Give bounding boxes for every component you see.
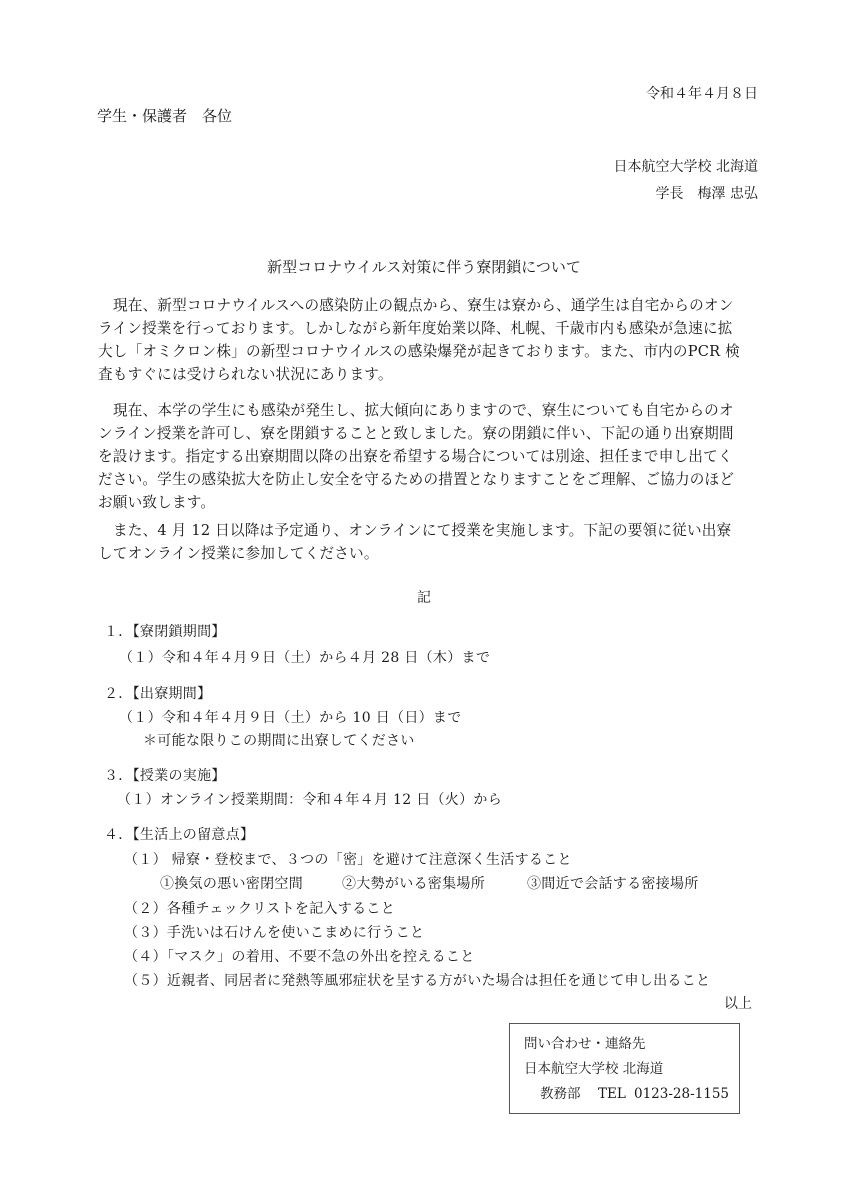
closing-mark: 以上: [724, 996, 752, 1012]
body-paragraph-1: [98, 294, 758, 386]
document-title: 新型コロナウイルス対策に伴う寮閉鎖について: [267, 258, 581, 276]
section-heading: ４．【生活上の留意点】: [104, 827, 255, 843]
body-line: お願い致します。: [98, 494, 216, 511]
contact-tel-label: TEL: [598, 1086, 626, 1102]
body-line: 査もすぐには受けられない状況にあります。: [98, 366, 393, 383]
body-line: 現在、本学の学生にも感染が発生し、拡大傾向にありますので、寮生についても自宅からのオ: [113, 402, 734, 419]
sender-organization: 日本航空大学校 北海道: [613, 159, 758, 175]
section-heading: ３．【授業の実施】: [104, 768, 226, 784]
contact-department: 教務部: [540, 1086, 581, 1102]
body-line: を設けます。指定する出寮期間以降の出寮を希望する場合については別途、担任まで申し出てく: [98, 448, 733, 465]
contact-tel-number[interactable]: 0123-28-1155: [634, 1086, 730, 1102]
section-item: （１） 帰寮・登校まで、３つの「密」を避けて注意深く生活すること: [124, 852, 572, 868]
addressee: 学生・保護者 各位: [97, 107, 233, 125]
body-line: ださい。学生の感染拡大を防止し安全を守るための措置となりますことをご理解、ご協力のほど: [98, 471, 735, 488]
section-item: （４）「マスク」の着用、不要不急の外出を控えること: [124, 949, 475, 965]
ki-marker: 記: [417, 590, 431, 606]
contact-heading: 問い合わせ・連絡先: [524, 1036, 646, 1052]
section-item: （３）手洗いは石けんを使いこまめに行うこと: [124, 925, 425, 941]
section-heading: ２．【出寮期間】: [104, 686, 212, 702]
body-line: ンライン授業を許可し、寮を閉鎖することと致しました。寮の閉鎖に伴い、下記の通り出寮期間: [98, 425, 734, 442]
section-item: （５）近親者、同居者に発熱等風邪症状を呈する方がいた場合は担任を通じて申し出ること: [124, 973, 711, 989]
section-item: （１）令和４年４月９日（土）から 10 日（日）まで: [119, 710, 462, 726]
body-line: 大し「オミクロン株」の新型コロナウイルスの感染爆発が起きております。また、市内のPCR 検: [98, 343, 740, 360]
sub-item: ③間近で会話する密接場所: [527, 876, 699, 892]
section-item: （１）オンライン授業期間：令和４年４月 12 日（火）から: [117, 792, 502, 808]
body-line: してオンライン授業に参加してください。: [98, 545, 379, 562]
contact-box: [509, 1023, 740, 1114]
document-date: 令和４年４月８日: [646, 86, 758, 102]
body-paragraph-2: [98, 399, 758, 514]
section-note: ＊可能な限りこの期間に出寮してください: [143, 733, 415, 749]
section-item: （１）令和４年４月９日（土）から４月 28 日（木）まで: [119, 650, 491, 666]
sub-item: ②大勢がいる密集場所: [342, 876, 485, 892]
contact-organization: 日本航空大学校 北海道: [524, 1061, 664, 1077]
body-line: また、4 月 12 日以降は予定通り、オンラインにて授業を実施します。下記の要領に従い出寮: [113, 522, 732, 539]
body-paragraph-3: [98, 519, 758, 565]
body-line: ライン授業を行っております。しかしながら新年度始業以降、札幌、千歳市内も感染が急速に拡: [98, 320, 733, 337]
body-line: 現在、新型コロナウイルスへの感染防止の観点から、寮生は寮から、通学生は自宅からのオン: [113, 297, 734, 314]
section-item: （２）各種チェックリストを記入すること: [124, 901, 395, 917]
section-heading: １．【寮閉鎖期間】: [104, 624, 226, 640]
sub-item: ①換気の悪い密閉空間: [160, 876, 303, 892]
sender-person: 学長 梅澤 忠弘: [655, 186, 758, 202]
